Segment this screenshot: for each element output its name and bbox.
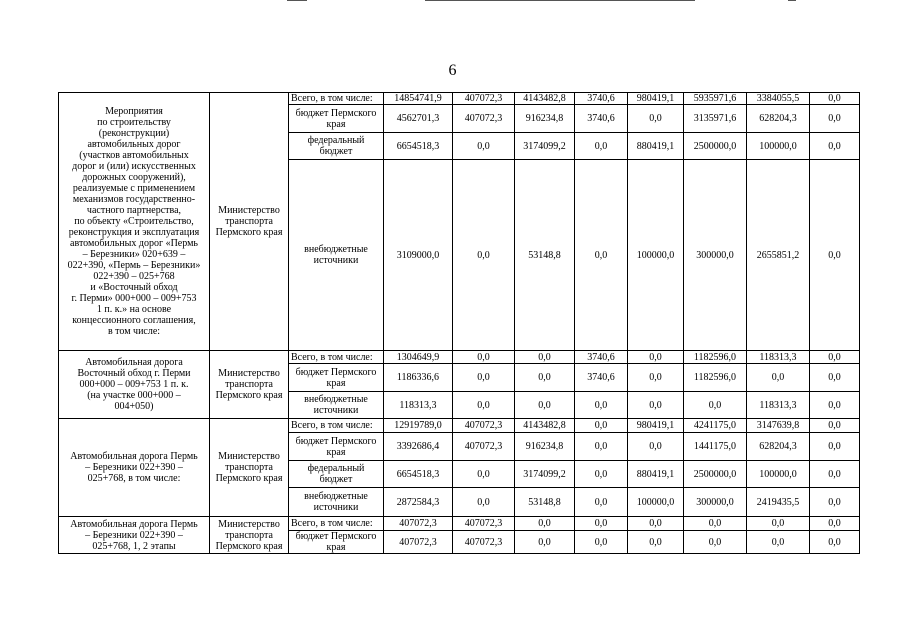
amount-cell: 0,0: [810, 461, 860, 488]
amount-cell: 3740,6: [575, 351, 628, 364]
amount-cell: 300000,0: [684, 488, 747, 517]
amount-cell: 2872584,3: [384, 488, 453, 517]
amount-cell: 3174099,2: [515, 133, 575, 160]
amount-cell: 3174099,2: [515, 461, 575, 488]
amount-cell: 0,0: [515, 364, 575, 392]
amount-cell: 0,0: [575, 392, 628, 419]
amount-cell: 0,0: [575, 488, 628, 517]
event-name-cell: [59, 419, 210, 517]
funding-source: внебюджетные источники: [289, 488, 384, 517]
funding-source: Всего, в том числе:: [289, 351, 384, 364]
amount-cell: 407072,3: [453, 531, 515, 554]
funding-source: федеральный бюджет: [289, 461, 384, 488]
amount-cell: 1182596,0: [684, 364, 747, 392]
amount-cell: 916234,8: [515, 105, 575, 133]
top-rule-left: [287, 0, 307, 1]
funding-source: федеральный бюджет: [289, 133, 384, 160]
amount-cell: 628204,3: [747, 433, 810, 461]
amount-cell: 118313,3: [747, 351, 810, 364]
amount-cell: 880419,1: [628, 461, 684, 488]
amount-cell: 0,0: [810, 488, 860, 517]
amount-cell: 118313,3: [384, 392, 453, 419]
amount-cell: 0,0: [453, 364, 515, 392]
amount-cell: 0,0: [628, 517, 684, 531]
table-row: [59, 419, 860, 433]
amount-cell: 1182596,0: [684, 351, 747, 364]
amount-cell: 0,0: [810, 364, 860, 392]
amount-cell: 0,0: [453, 351, 515, 364]
funding-source: внебюджетные источники: [289, 160, 384, 351]
amount-cell: 0,0: [810, 531, 860, 554]
amount-cell: 2419435,5: [747, 488, 810, 517]
amount-cell: 3147639,8: [747, 419, 810, 433]
amount-cell: 3392686,4: [384, 433, 453, 461]
table-row: [59, 351, 860, 364]
amount-cell: 53148,8: [515, 160, 575, 351]
amount-cell: 0,0: [628, 364, 684, 392]
budget-table-body: [59, 93, 860, 554]
event-name: Автомобильная дорога Восточный обход г. Перми 000+000 – 009+753 1 п. к. (на участке 000+000 – 004+050): [77, 357, 191, 412]
amount-cell: 12919789,0: [384, 419, 453, 433]
amount-cell: 4143482,8: [515, 419, 575, 433]
amount-cell: 0,0: [575, 160, 628, 351]
amount-cell: 3740,6: [575, 364, 628, 392]
event-name: Автомобильная дорога Пермь – Березники 022+390 – 025+768, 1, 2 этапы: [70, 518, 198, 552]
amount-cell: 407072,3: [453, 419, 515, 433]
amount-cell: 0,0: [515, 392, 575, 419]
funding-source: бюджет Пермского края: [289, 433, 384, 461]
responsible-executor: Министерство транспорта Пермского края: [210, 93, 289, 351]
amount-cell: 53148,8: [515, 488, 575, 517]
amount-cell: 0,0: [575, 461, 628, 488]
amount-cell: 0,0: [515, 517, 575, 531]
amount-cell: 0,0: [810, 160, 860, 351]
amount-cell: 0,0: [810, 351, 860, 364]
funding-source: Всего, в том числе:: [289, 93, 384, 105]
amount-cell: 0,0: [747, 517, 810, 531]
amount-cell: 0,0: [453, 488, 515, 517]
amount-cell: 300000,0: [684, 160, 747, 351]
amount-cell: 2500000,0: [684, 461, 747, 488]
amount-cell: 0,0: [575, 531, 628, 554]
amount-cell: 3740,6: [575, 93, 628, 105]
funding-source: бюджет Пермского края: [289, 531, 384, 554]
amount-cell: 0,0: [810, 105, 860, 133]
table-row: [59, 517, 860, 531]
event-name: Мероприятия по строительству (реконструкции) автомобильных дорог (участков автомобильных дорог и (или) искусственных дорожных сооружений), реализуемые с применением механизмов государственно- частного партнерства, по объекту «Строительство, реконструкция и эксплуатация автомобильных дорог «Пермь – Березники» 020+639 – 022+390, «Пермь – Березники» 022+390 – 025+768 и «Восточный обход г. Перми» 000+000 – 009+753 1 п. к.» на основе концессионного соглашения, в том числе:: [67, 106, 201, 337]
amount-cell: 4562701,3: [384, 105, 453, 133]
amount-cell: 0,0: [575, 517, 628, 531]
responsible-executor: Министерство транспорта Пермского края: [210, 517, 289, 554]
amount-cell: 0,0: [810, 517, 860, 531]
amount-cell: 407072,3: [453, 105, 515, 133]
funding-source: Всего, в том числе:: [289, 419, 384, 433]
event-name-cell: [59, 351, 210, 419]
amount-cell: 407072,3: [453, 433, 515, 461]
responsible-executor: Министерство транспорта Пермского края: [210, 351, 289, 419]
amount-cell: 4241175,0: [684, 419, 747, 433]
amount-cell: 916234,8: [515, 433, 575, 461]
amount-cell: 0,0: [810, 433, 860, 461]
amount-cell: 0,0: [628, 392, 684, 419]
amount-cell: 1186336,6: [384, 364, 453, 392]
amount-cell: 3740,6: [575, 105, 628, 133]
amount-cell: 100000,0: [628, 488, 684, 517]
amount-cell: 0,0: [628, 105, 684, 133]
top-rule-center: [425, 0, 695, 1]
amount-cell: 0,0: [453, 392, 515, 419]
amount-cell: 0,0: [628, 351, 684, 364]
amount-cell: 2500000,0: [684, 133, 747, 160]
amount-cell: 0,0: [810, 93, 860, 105]
event-name-cell: [59, 93, 210, 351]
amount-cell: 0,0: [684, 392, 747, 419]
amount-cell: 3384055,5: [747, 93, 810, 105]
amount-cell: 0,0: [575, 133, 628, 160]
amount-cell: 5935971,6: [684, 93, 747, 105]
amount-cell: 2655851,2: [747, 160, 810, 351]
amount-cell: 3135971,6: [684, 105, 747, 133]
funding-source: бюджет Пермского края: [289, 105, 384, 133]
amount-cell: 1441175,0: [684, 433, 747, 461]
funding-source: внебюджетные источники: [289, 392, 384, 419]
amount-cell: 407072,3: [453, 517, 515, 531]
amount-cell: 1304649,9: [384, 351, 453, 364]
amount-cell: 6654518,3: [384, 133, 453, 160]
amount-cell: 100000,0: [747, 461, 810, 488]
amount-cell: 980419,1: [628, 419, 684, 433]
amount-cell: 0,0: [810, 419, 860, 433]
amount-cell: 0,0: [684, 531, 747, 554]
page-number: 6: [448, 62, 457, 79]
amount-cell: 0,0: [575, 419, 628, 433]
amount-cell: 14854741,9: [384, 93, 453, 105]
funding-source: Всего, в том числе:: [289, 517, 384, 531]
budget-table: [58, 92, 860, 554]
amount-cell: 0,0: [515, 531, 575, 554]
amount-cell: 407072,3: [384, 517, 453, 531]
amount-cell: 407072,3: [453, 93, 515, 105]
amount-cell: 0,0: [453, 160, 515, 351]
amount-cell: 0,0: [810, 133, 860, 160]
amount-cell: 0,0: [453, 133, 515, 160]
funding-source: бюджет Пермского края: [289, 364, 384, 392]
amount-cell: 407072,3: [384, 531, 453, 554]
amount-cell: 0,0: [810, 392, 860, 419]
responsible-executor: Министерство транспорта Пермского края: [210, 419, 289, 517]
amount-cell: 880419,1: [628, 133, 684, 160]
amount-cell: 0,0: [684, 517, 747, 531]
amount-cell: 100000,0: [747, 133, 810, 160]
event-name-cell: [59, 517, 210, 554]
amount-cell: 0,0: [747, 364, 810, 392]
amount-cell: 4143482,8: [515, 93, 575, 105]
amount-cell: 6654518,3: [384, 461, 453, 488]
amount-cell: 628204,3: [747, 105, 810, 133]
top-rule-right: [788, 0, 796, 1]
amount-cell: 0,0: [575, 433, 628, 461]
amount-cell: 0,0: [453, 461, 515, 488]
amount-cell: 0,0: [515, 351, 575, 364]
amount-cell: 100000,0: [628, 160, 684, 351]
amount-cell: 980419,1: [628, 93, 684, 105]
table-row: [59, 93, 860, 105]
amount-cell: 0,0: [628, 531, 684, 554]
amount-cell: 118313,3: [747, 392, 810, 419]
amount-cell: 0,0: [747, 531, 810, 554]
amount-cell: 0,0: [628, 433, 684, 461]
event-name: Автомобильная дорога Пермь – Березники 022+390 – 025+768, в том числе:: [70, 451, 198, 484]
amount-cell: 3109000,0: [384, 160, 453, 351]
